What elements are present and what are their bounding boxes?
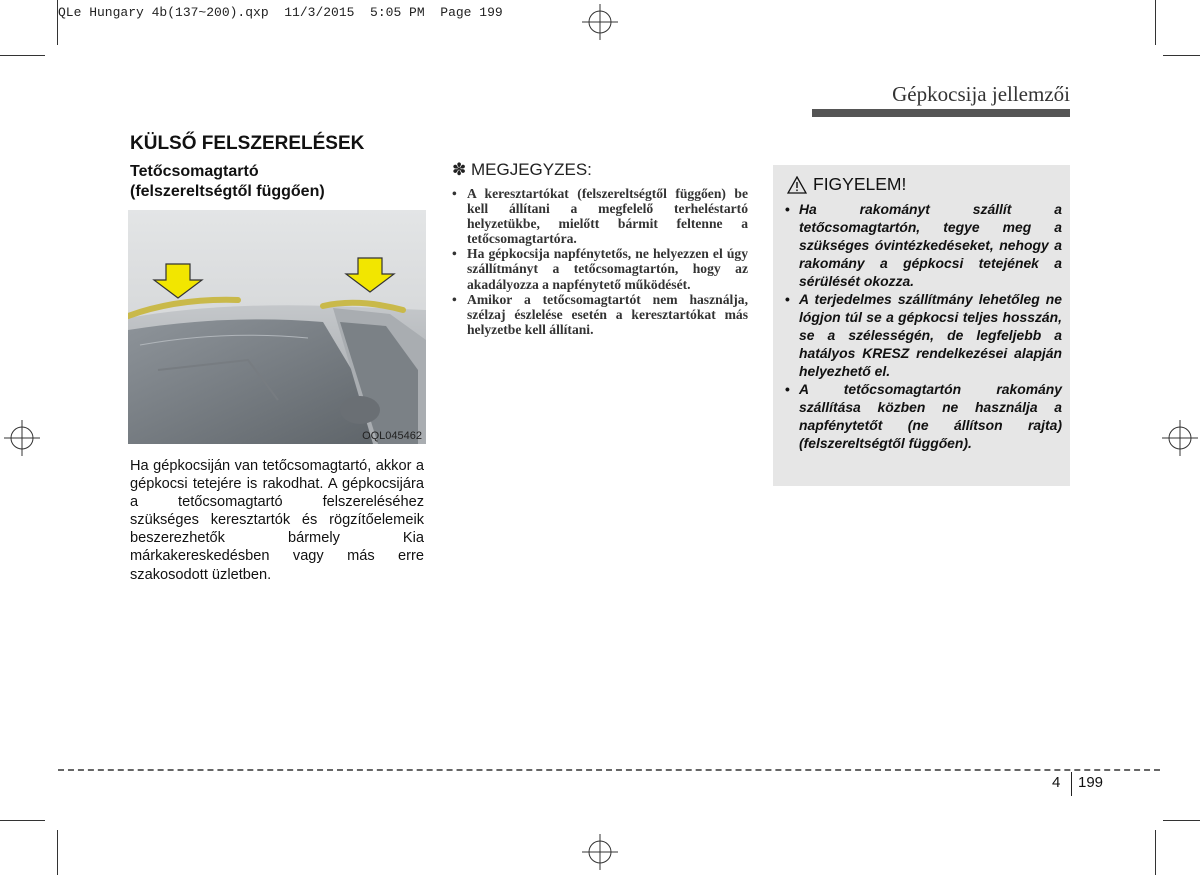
crop-mark	[1163, 55, 1200, 56]
footer-divider	[58, 769, 1160, 771]
crop-mark	[1163, 820, 1200, 821]
car-roof-illustration	[128, 210, 426, 444]
chapter-number: 4	[1052, 774, 1061, 791]
warning-item: • Ha rakományt szállít a tetőcsomagtartón, tegye meg a szükséges óvintézkedéseket, nehogy a rakomány a gépkocsi tetejének a sérülését okozza.	[785, 200, 1062, 290]
crop-mark	[0, 820, 45, 821]
warning-title	[787, 174, 906, 195]
note-item: • Ha gépkocsija napfénytetős, ne helyezzen el úgy szállítmányt a tetőcsomagtartón, hogy az akadályozza a napfénytető működését.	[452, 246, 748, 291]
note-item: • Amikor a tetőcsomagtartót nem használja, szélzaj észlelése esetén a keresztartókat más helyzetbe kell állítani.	[452, 292, 748, 337]
section-bar	[812, 109, 1070, 117]
page-number: 199	[1078, 774, 1104, 791]
registration-mark-icon	[582, 834, 618, 870]
section-title: Gépkocsija jellemzői	[892, 82, 1070, 106]
subheading-line: (felszereltségtől függően)	[130, 183, 325, 200]
body-paragraph: Ha gépkocsiján van tetőcsomagtartó, akkor a gépkocsi tetejére is rakodhat. A gépkocsijára a tetőcsomagtartó felszereléséhez szükséges keresztartók és rögzítőelemeik beszerezhetők bármely Kia márkakereskedésben vagy más erre szakosodott üzletben.	[130, 458, 424, 583]
warning-item: • A tetőcsomagtartón rakomány szállítása közben ne használja a napfénytetőt (ne állítson rajta) (felszereltségtől függően).	[785, 380, 1062, 452]
crop-mark	[57, 830, 58, 875]
warning-title-text: FIGYELEM!	[813, 174, 907, 194]
warning-box	[773, 165, 1070, 486]
print-slug: QLe Hungary 4b(137~200).qxp 11/3/2015 5:05 PM Page 199	[58, 5, 503, 20]
registration-mark-icon	[4, 420, 40, 456]
subheading	[130, 162, 325, 202]
image-code: OQL045462	[362, 430, 422, 442]
page-separator	[1071, 772, 1072, 796]
roof-rack-photo	[128, 210, 426, 444]
page-heading: KÜLSŐ FELSZERELÉSEK	[130, 133, 365, 154]
warning-item: • A terjedelmes szállítmány lehetőleg ne lógjon túl se a gépkocsi teljes hosszán, se a szélességén, de legfeljebb a hatályos KRESZ rendelkezései alapján helyezhető el.	[785, 290, 1062, 380]
subheading-line: Tetőcsomagtartó	[130, 163, 259, 180]
warning-triangle-icon	[787, 176, 807, 194]
crop-mark	[1155, 0, 1156, 45]
note-item: • A keresztartókat (felszereltségtől függően) be kell állítani a megfelelő terheléstartó helyzetükbe, mielőtt bármit feltenne a tetőcsomagtartóra.	[452, 186, 748, 246]
note-list	[452, 186, 748, 337]
registration-mark-icon	[1162, 420, 1198, 456]
crop-mark	[0, 55, 45, 56]
warning-list	[785, 200, 1062, 452]
crop-mark	[1155, 830, 1156, 875]
note-title: ✽ MEGJEGYZES:	[452, 160, 592, 179]
crop-mark	[57, 0, 58, 45]
registration-mark-icon	[582, 4, 618, 40]
